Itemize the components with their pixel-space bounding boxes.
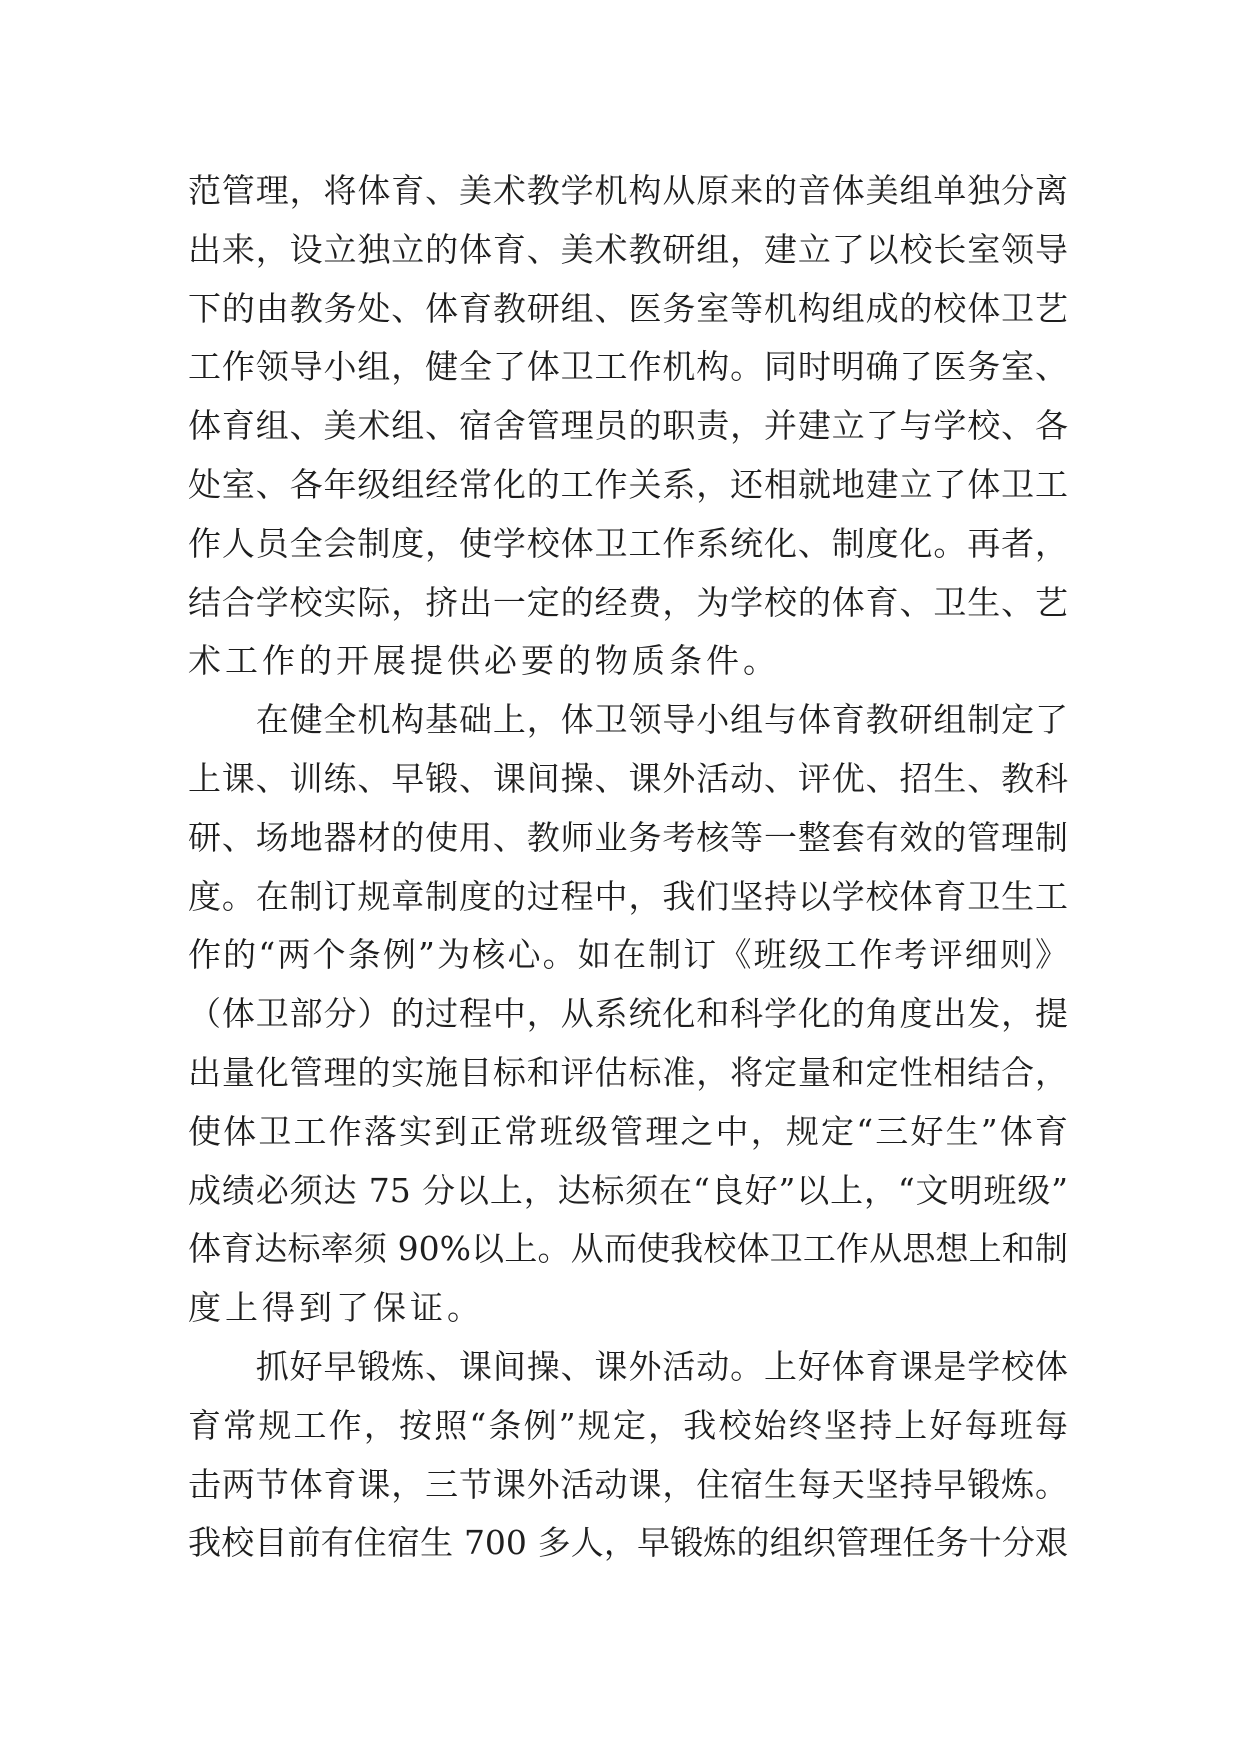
text-line: 作的“两个条例”为核心。如在制订《班级工作考评细则》 xyxy=(188,935,1068,975)
text-line: 出来，设立独立的体育、美术教研组，建立了以校长室领导 xyxy=(188,229,1068,269)
text-line: 研、场地器材的使用、教师业务考核等一整套有效的管理制 xyxy=(188,817,1068,857)
text-line: 我校目前有住宿生 700 多人，早锻炼的组织管理任务十分艰 xyxy=(188,1523,1068,1563)
text-line: 击两节体育课，三节课外活动课，住宿生每天坚持早锻炼。 xyxy=(188,1464,1068,1504)
text-line: 作人员全会制度，使学校体卫工作系统化、制度化。再者， xyxy=(188,523,1068,563)
text-line: 处室、各年级组经常化的工作关系，还相就地建立了体卫工 xyxy=(188,464,1068,504)
text-line: 育常规工作，按照“条例”规定，我校始终坚持上好每班每 xyxy=(188,1405,1068,1445)
body-text xyxy=(188,162,1068,1573)
text-line: 下的由教务处、体育教研组、医务室等机构组成的校体卫艺 xyxy=(188,288,1068,328)
text-line: 上课、训练、早锻、课间操、课外活动、评优、招生、教科 xyxy=(188,758,1068,798)
text-line: 在健全机构基础上，体卫领导小组与体育教研组制定了 xyxy=(188,700,1068,740)
text-line: 成绩必须达 75 分以上，达标须在“良好”以上，“文明班级” xyxy=(188,1170,1069,1210)
text-line: 体育组、美术组、宿舍管理员的职责，并建立了与学校、各 xyxy=(188,406,1068,446)
text-line: 度。在制订规章制度的过程中，我们坚持以学校体育卫生工 xyxy=(188,876,1068,916)
text-line: 术工作的开展提供必要的物质条件。 xyxy=(188,641,780,681)
text-line: 工作领导小组，健全了体卫工作机构。同时明确了医务室、 xyxy=(188,347,1068,387)
text-line: 使体卫工作落实到正常班级管理之中，规定“三好生”体育 xyxy=(188,1111,1068,1151)
text-line: 体育达标率须 90%以上。从而使我校体卫工作从思想上和制 xyxy=(188,1229,1068,1269)
text-line: 范管理，将体育、美术教学机构从原来的音体美组单独分离 xyxy=(188,171,1068,210)
text-line: 出量化管理的实施目标和评估标准，将定量和定性相结合， xyxy=(188,1052,1068,1092)
text-line: 度上得到了保证。 xyxy=(188,1288,484,1328)
text-line: 结合学校实际，挤出一定的经费，为学校的体育、卫生、艺 xyxy=(188,582,1068,622)
text-line: 抓好早锻炼、课间操、课外活动。上好体育课是学校体 xyxy=(188,1346,1068,1386)
text-line: （体卫部分）的过程中，从系统化和科学化的角度出发，提 xyxy=(188,994,1068,1034)
